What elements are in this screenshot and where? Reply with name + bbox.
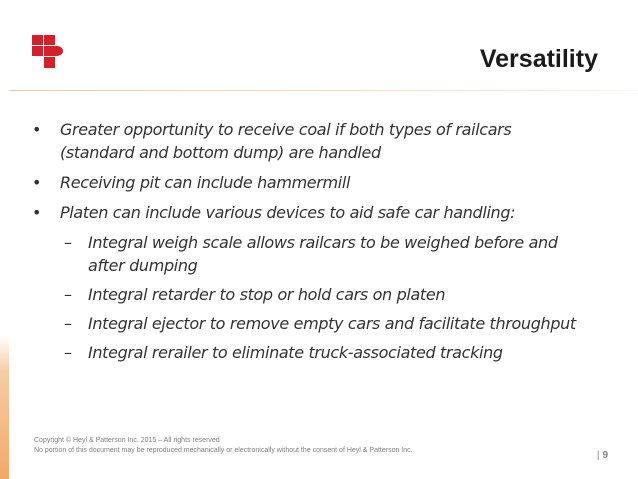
slide-body bbox=[30, 118, 590, 370]
title-area bbox=[480, 44, 598, 74]
sub-bullet-marker: – bbox=[64, 285, 72, 304]
bullet-text: Greater opportunity to receive coal if both types of railcars (standard and bottom dump) are handled bbox=[60, 120, 512, 162]
bullet-text: Platen can include various devices to aid safe car handling: bbox=[60, 203, 516, 222]
bullet-item bbox=[30, 171, 590, 194]
sub-bullet-marker: – bbox=[64, 233, 72, 252]
sub-bullet-text: Integral retarder to stop or hold cars on platen bbox=[88, 285, 446, 304]
bullet-marker: • bbox=[32, 203, 42, 222]
page-number-area bbox=[597, 450, 608, 461]
sub-bullet-item bbox=[30, 341, 590, 364]
bullet-item bbox=[30, 118, 590, 164]
sub-bullet-item bbox=[30, 231, 590, 277]
page-separator: | bbox=[596, 450, 600, 461]
reproduction-notice: No portion of this document may be reproduced mechanically or electronically without the consent of Heyl & Patterson Inc. bbox=[34, 447, 413, 454]
left-accent-bar bbox=[0, 335, 9, 479]
sub-bullet-item bbox=[30, 283, 590, 306]
sub-bullet-marker: – bbox=[64, 343, 72, 362]
company-logo-icon bbox=[30, 34, 70, 70]
bullet-item bbox=[30, 201, 590, 224]
footer bbox=[34, 436, 413, 456]
copyright-text: Copyright © Heyl & Patterson Inc. 2015 – All rights reserved bbox=[34, 437, 220, 444]
sub-bullet-item bbox=[30, 312, 590, 335]
bullet-marker: • bbox=[32, 173, 42, 192]
sub-bullet-marker: – bbox=[64, 314, 72, 333]
page-number: 9 bbox=[602, 450, 608, 461]
title-divider bbox=[9, 90, 638, 91]
bullet-marker: • bbox=[32, 120, 42, 139]
sub-bullet-text: Integral ejector to remove empty cars and facilitate throughput bbox=[88, 314, 576, 333]
sub-bullet-text: Integral rerailer to eliminate truck-associated tracking bbox=[88, 343, 503, 362]
slide-title: Versatility bbox=[479, 45, 598, 73]
sub-bullet-text: Integral weigh scale allows railcars to be weighed before and after dumping bbox=[88, 233, 558, 275]
bullet-text: Receiving pit can include hammermill bbox=[60, 173, 351, 192]
